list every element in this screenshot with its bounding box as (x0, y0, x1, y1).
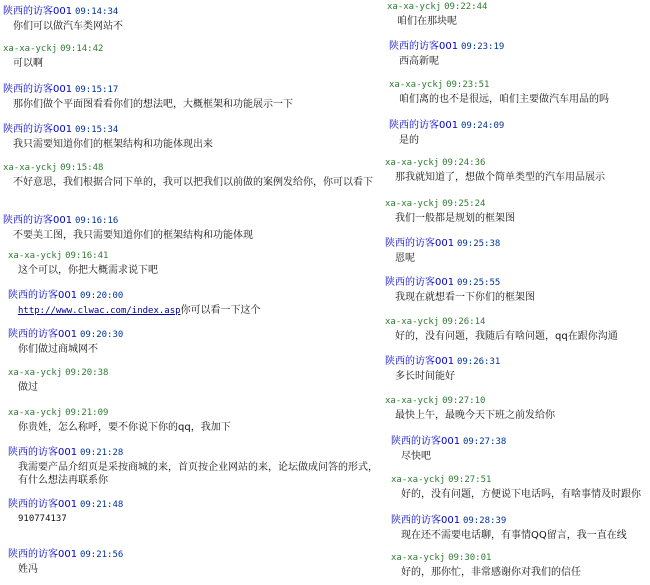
message-text: 这个可以，你把大概需求说下吧 (18, 265, 158, 276)
chat-message (385, 238, 500, 265)
chat-message (3, 44, 103, 70)
chat-log-right (387, 0, 650, 585)
chat-message (3, 6, 123, 33)
message-time: 09:21:09 (65, 408, 109, 418)
message-header (8, 447, 378, 459)
message-time: 09:20:30 (79, 330, 124, 340)
message-time: 09:15:48 (60, 163, 104, 173)
message-time: 09:27:10 (442, 396, 486, 406)
chat-message (391, 515, 627, 542)
message-header (8, 408, 231, 419)
sender-name: 陕西的访客001 (389, 120, 459, 131)
message-text: 多长时间能好 (395, 371, 455, 382)
sender-name: xa-xa-yckj (8, 408, 63, 418)
message-header (389, 41, 504, 53)
message-text: 那你们做个平面图看看你们的想法吧，大概框架和功能展示一下 (13, 99, 293, 110)
message-text: 姓冯 (18, 564, 38, 575)
message-time: 09:24:36 (442, 158, 486, 168)
sender-name: xa-xa-yckj (385, 158, 440, 168)
message-time: 09:25:55 (456, 278, 501, 288)
message-time: 09:25:24 (442, 199, 486, 209)
chat-message (8, 549, 123, 576)
message-link-suffix: 你可以看一下这个 (180, 305, 261, 316)
message-header (3, 215, 253, 227)
message-time: 09:16:16 (74, 216, 119, 226)
message-time: 09:15:34 (74, 125, 119, 135)
chat-message (389, 41, 504, 68)
message-time: 09:20:00 (79, 291, 124, 301)
sender-name: 陕西的访客001 (3, 124, 73, 135)
message-time: 09:21:48 (79, 500, 124, 510)
message-time: 09:30:01 (448, 553, 492, 563)
chat-message (385, 277, 535, 304)
message-time: 09:28:39 (462, 516, 507, 526)
message-header (391, 436, 506, 448)
message-header (385, 317, 618, 328)
chat-message (3, 124, 213, 151)
message-header (8, 251, 158, 262)
message-text: 恩呢 (395, 253, 415, 264)
sender-name: xa-xa-yckj (3, 44, 58, 54)
message-text: 尽快吧 (401, 451, 431, 462)
sender-name: xa-xa-yckj (385, 317, 440, 327)
message-text: 可以啊 (13, 58, 43, 69)
sender-name: 陕西的访客001 (8, 499, 78, 510)
message-header (8, 499, 123, 511)
message-time: 09:25:38 (456, 239, 501, 249)
chat-message (385, 356, 500, 383)
sender-name: xa-xa-yckj (3, 163, 58, 173)
chat-message (3, 215, 253, 242)
message-time: 09:26:14 (442, 317, 486, 327)
message-header (385, 238, 500, 250)
message-header (8, 290, 261, 302)
message-text: 好的，没有问题，我随后有啥问题，qq在跟你沟通 (395, 331, 618, 342)
message-text: 好的，那你忙，非常感谢你对我们的信任 (401, 567, 581, 578)
sender-name: xa-xa-yckj (8, 368, 63, 378)
chat-message (385, 158, 605, 184)
message-header (3, 84, 293, 96)
sender-name: 陕西的访客001 (389, 41, 459, 52)
sender-name: 陕西的访客001 (391, 515, 461, 526)
message-text: 做过 (18, 382, 38, 393)
chat-message (8, 447, 378, 487)
chat-message (385, 396, 555, 422)
message-text: 好的，没有问题，方便说下电话吗，有啥事情及时跟你 (401, 489, 641, 500)
message-text: 我现在就想看一下你们的框架图 (395, 292, 535, 303)
message-text: 咱们在那块呢 (397, 16, 457, 27)
message-text: 910774137 (18, 514, 67, 524)
chat-message (385, 199, 515, 225)
message-link[interactable]: http://www.clwac.com/index.asp (18, 306, 181, 316)
message-header (387, 2, 487, 13)
sender-name: xa-xa-yckj (385, 396, 440, 406)
message-time: 09:27:38 (462, 437, 507, 447)
chat-message (389, 80, 609, 106)
sender-name: xa-xa-yckj (387, 2, 442, 12)
message-time: 09:23:19 (460, 42, 505, 52)
message-text: 最快上午，最晚今天下班之前发给你 (395, 410, 555, 421)
sender-name: 陕西的访客001 (8, 329, 78, 340)
message-header (385, 158, 605, 169)
message-text: 西高新呢 (399, 56, 439, 67)
chat-message (3, 84, 293, 111)
sender-name: 陕西的访客001 (385, 277, 455, 288)
chat-message (385, 317, 618, 343)
message-header (8, 368, 108, 379)
message-time: 09:24:09 (460, 121, 505, 131)
message-time: 09:16:41 (65, 251, 109, 261)
chat-message (8, 499, 123, 526)
message-text: 不好意思，我们根据合同下单的，我可以把我们以前做的案例发给你，你可以看下 (13, 177, 373, 188)
chat-message (389, 120, 504, 147)
sender-name: xa-xa-yckj (389, 80, 444, 90)
message-header (385, 356, 500, 368)
message-time: 09:20:38 (65, 368, 109, 378)
chat-message (8, 408, 231, 434)
message-header (385, 396, 555, 407)
sender-name: 陕西的访客001 (391, 436, 461, 447)
message-header (8, 329, 123, 341)
sender-name: 陕西的访客001 (3, 6, 73, 17)
message-time: 09:14:34 (74, 7, 119, 17)
message-time: 09:21:28 (79, 448, 124, 458)
message-text: 咱们离的也不是很远，咱们主要做汽车用品的吗 (399, 94, 609, 105)
message-text: 那我就知道了，想做个简单类型的汽车用品展示 (395, 172, 605, 183)
message-header (3, 163, 378, 174)
message-text: 你贵姓，怎么称呼，要不你说下你的qq，我加下 (18, 422, 231, 433)
sender-name: xa-xa-yckj (391, 553, 446, 563)
message-header (3, 6, 123, 18)
message-header (385, 277, 535, 289)
sender-name: xa-xa-yckj (385, 199, 440, 209)
message-text: 你们可以做汽车类网站不 (13, 21, 123, 32)
message-time: 09:26:31 (456, 357, 501, 367)
message-time: 09:27:51 (448, 475, 492, 485)
message-header (389, 120, 504, 132)
sender-name: xa-xa-yckj (8, 251, 63, 261)
sender-name: 陕西的访客001 (3, 215, 73, 226)
message-header (3, 44, 103, 55)
message-header (3, 124, 213, 136)
sender-name: 陕西的访客001 (385, 356, 455, 367)
sender-name: xa-xa-yckj (391, 475, 446, 485)
sender-name: 陕西的访客001 (385, 238, 455, 249)
chat-message (8, 251, 158, 277)
chat-message (391, 553, 581, 579)
chat-message (387, 2, 487, 28)
sender-name: 陕西的访客001 (8, 549, 78, 560)
message-header (391, 475, 641, 486)
chat-message (8, 290, 261, 318)
message-text: 现在还不需要电话聊，有事情QQ留言，我一直在线 (401, 530, 627, 541)
chat-message (3, 163, 378, 189)
message-text: 我需要产品介绍页是采按商城的来，首页按企业网站的来，论坛做成问答的形式，有什么想法再联系你 (18, 462, 378, 486)
message-time: 09:14:42 (60, 44, 104, 54)
message-time: 09:23:51 (446, 80, 490, 90)
message-header (385, 199, 515, 210)
message-header (391, 515, 627, 527)
sender-name: 陕西的访客001 (8, 290, 78, 301)
chat-message (391, 475, 641, 501)
message-header (391, 553, 581, 564)
chat-message (8, 368, 108, 394)
message-text: 我们一般都是规划的框架图 (395, 213, 515, 224)
sender-name: 陕西的访客001 (8, 447, 78, 458)
chat-message (8, 329, 123, 356)
sender-name: 陕西的访客001 (3, 84, 73, 95)
message-time: 09:21:56 (79, 550, 124, 560)
message-text: 你们做过商城网不 (18, 344, 98, 355)
message-text: 是的 (399, 135, 419, 146)
message-time: 09:15:17 (74, 85, 119, 95)
message-header (8, 549, 123, 561)
message-time: 09:22:44 (444, 2, 488, 12)
message-text: 不要美工图，我只需要知道你们的框架结构和功能体现 (13, 230, 253, 241)
chat-message (391, 436, 506, 463)
message-text (18, 304, 261, 318)
message-text: 我只需要知道你们的框架结构和功能体现出来 (13, 139, 213, 150)
message-header (389, 80, 609, 91)
